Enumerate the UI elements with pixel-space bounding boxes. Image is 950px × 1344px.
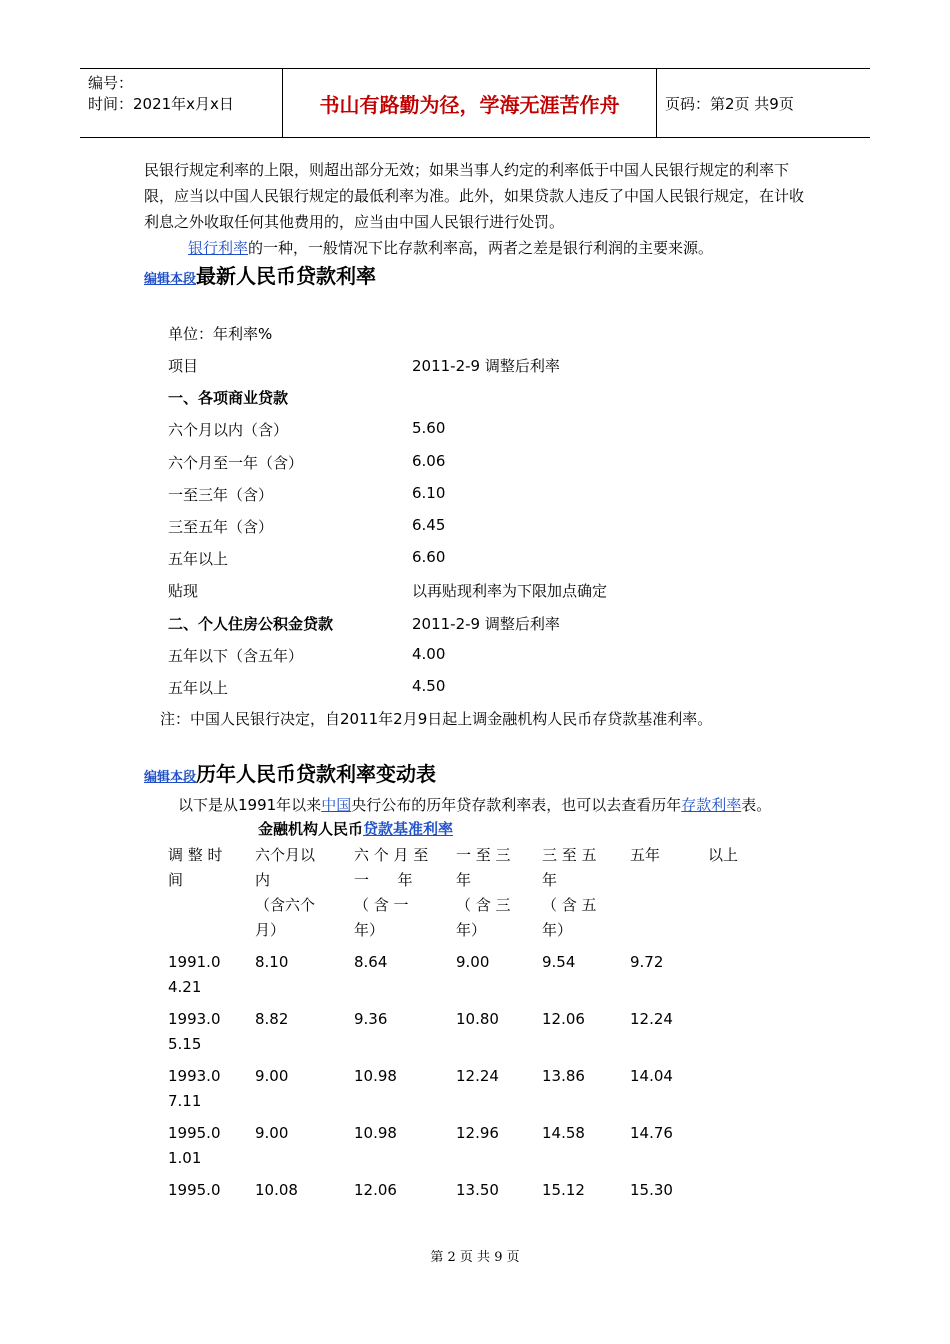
history-header-cell [168,843,234,893]
history-row-value: 12.06 [542,1010,585,1028]
header-line: 六个月以 [255,846,316,864]
header-line: 年） [542,921,573,939]
history-header-cell [542,843,608,943]
intro-paragraph-1 [144,157,816,235]
header-number: 编号： [88,74,134,92]
table-title [258,818,453,839]
history-row-value: 14.04 [630,1067,673,1085]
header-line: 年） [354,921,385,939]
header-line: 年 [456,871,472,889]
intro-paragraph-2 [144,235,816,261]
history-header-cell [630,843,690,868]
history-row-value: 12.06 [354,1181,397,1199]
history-header-cell [255,843,333,943]
header-line: 月） [255,921,286,939]
rate-row-value: 2011-2-9 调整后利率 [412,357,560,375]
history-row-value: 10.98 [354,1124,397,1142]
header-page-number: 页码：第2页 共9页 [665,94,794,113]
history-row-value: 9.00 [255,1067,289,1085]
loan-base-rate-link[interactable]: 贷款基准利率 [363,820,454,838]
rate-row-label: 项目 [168,357,199,375]
rate-row-value: 以再贴现利率为下限加点确定 [412,582,608,600]
history-row-value: 8.82 [255,1010,289,1028]
intro-text-1: 民银行规定利率的上限，则超出部分无效；如果当事人约定的利率低于中国人民银行规定的利率下限，应当以中国人民银行规定的最低利率为准。此外，如果贷款人违反了中国人民银行规定，在计收利息之外收取任何其他费用的，应当由中国人民银行进行处罚。 [144,161,805,231]
history-row-date [168,950,221,1000]
header-meta [88,73,234,115]
history-row-value: 8.64 [354,953,388,971]
history-row-value: 10.08 [255,1181,298,1199]
date-line: 1995.0 [168,1181,221,1199]
rate-row-label: 一、各项商业贷款 [168,389,289,407]
history-row-value: 9.00 [456,953,490,971]
section-heading-history [144,758,436,787]
date-line: 7.11 [168,1092,202,1110]
history-row-date [168,1121,221,1171]
header-line: 年 [542,871,558,889]
date-line: 1993.0 [168,1010,221,1028]
history-header-cell [708,843,768,868]
header-line: （ 含 五 [542,896,597,914]
header-line: 六 个 月 至 [354,846,429,864]
history-intro-text: 央行公布的历年贷存款利率表，也可以去查看历年 [351,796,682,814]
intro-text-2: 的一种，一般情况下比存款利率高，两者之差是银行利润的主要来源。 [248,239,714,257]
history-row-value: 12.96 [456,1124,499,1142]
bank-rate-link[interactable]: 银行利率 [188,239,249,257]
rate-row-value: 6.06 [412,452,446,470]
history-row-value: 8.10 [255,953,289,971]
header-divider [656,69,657,137]
rate-row-value: 4.00 [412,645,446,663]
rate-row-value: 6.60 [412,548,446,566]
rate-row-label: 二、个人住房公积金贷款 [168,615,334,633]
history-row-value: 9.72 [630,953,664,971]
date-line: 1993.0 [168,1067,221,1085]
history-row-value: 10.80 [456,1010,499,1028]
header-line: 间 [168,871,184,889]
rate-row-label: 六个月至一年（含） [168,454,304,472]
unit-label: 单位：年利率% [168,325,273,343]
rate-row-value: 2011-2-9 调整后利率 [412,615,560,633]
history-row-value: 15.12 [542,1181,585,1199]
rate-row-label: 一至三年（含） [168,486,274,504]
header-line: （ 含 三 [456,896,511,914]
header-line: 五年 [630,846,661,864]
rate-row-value: 6.10 [412,484,446,502]
header-motto: 书山有路勤为径，学海无涯苦作舟 [319,92,620,117]
history-row-value: 9.00 [255,1124,289,1142]
history-row-value: 10.98 [354,1067,397,1085]
rate-row-label: 五年以下（含五年） [168,647,304,665]
date-line: 4.21 [168,978,202,996]
rate-row-label: 三至五年（含） [168,518,274,536]
history-header-cell [354,843,434,943]
china-link[interactable]: 中国 [321,796,352,814]
page-footer: 第 2 页 共 9 页 [430,1250,520,1265]
rate-row-label: 贴现 [168,582,199,600]
date-line: 1991.0 [168,953,221,971]
rate-row-value: 4.50 [412,677,446,695]
header-line: （ 含 一 [354,896,409,914]
header-line: 年） [456,921,487,939]
history-row-date [168,1178,221,1203]
history-row-value: 12.24 [456,1067,499,1085]
date-line: 5.15 [168,1035,202,1053]
page-header [80,68,870,138]
header-line: 以上 [708,846,739,864]
history-row-value: 13.50 [456,1181,499,1199]
rate-row-label: 六个月以内（含） [168,421,289,439]
header-line: 三 至 五 [542,846,597,864]
section-title: 历年人民币贷款利率变动表 [196,762,437,786]
header-line: 调 整 时 [168,846,223,864]
history-row-date [168,1064,221,1114]
rate-row-value: 5.60 [412,419,446,437]
history-row-value: 14.76 [630,1124,673,1142]
history-row-value: 13.86 [542,1067,585,1085]
history-row-date [168,1007,221,1057]
header-line: 一 至 三 [456,846,511,864]
header-date: 时间：2021年x月x日 [88,95,234,113]
edit-section-link[interactable]: 编辑本段 [144,770,197,785]
history-row-value: 12.24 [630,1010,673,1028]
history-row-value: 14.58 [542,1124,585,1142]
section-title: 最新人民币贷款利率 [196,264,377,288]
history-intro-text: 以下是从1991年以来 [178,796,322,814]
section-heading-latest-rates [144,260,376,289]
date-line: 1995.0 [168,1124,221,1142]
rate-row-label: 五年以上 [168,550,229,568]
deposit-rate-link[interactable]: 存款利率 [681,796,742,814]
rate-row-label: 五年以上 [168,679,229,697]
rate-note: 注：中国人民银行决定，自2011年2月9日起上调金融机构人民币存贷款基准利率。 [160,710,713,728]
edit-section-link[interactable]: 编辑本段 [144,272,197,287]
header-line: 一 年 [354,871,413,889]
header-line: 内 [255,871,271,889]
history-intro [144,792,816,818]
table-title-prefix: 金融机构人民币 [258,820,364,838]
rate-row-value: 6.45 [412,516,446,534]
header-line: （含六个 [255,896,316,914]
history-header-cell [456,843,522,943]
history-row-value: 9.54 [542,953,576,971]
history-row-value: 15.30 [630,1181,673,1199]
history-intro-text: 表。 [741,796,772,814]
history-row-value: 9.36 [354,1010,388,1028]
date-line: 1.01 [168,1149,202,1167]
